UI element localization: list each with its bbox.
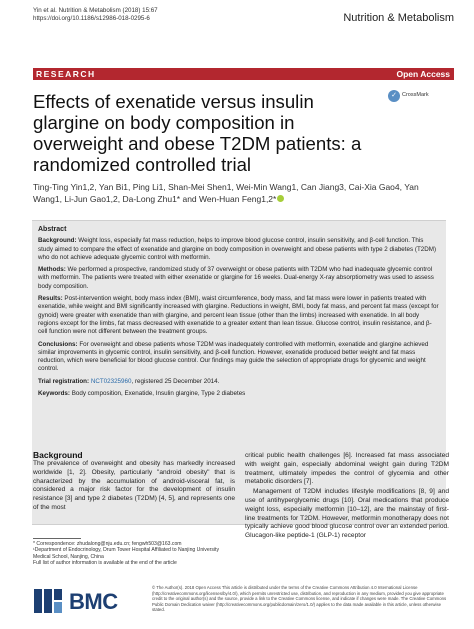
- orcid-icon[interactable]: [277, 195, 284, 202]
- body-column-right: [245, 452, 449, 542]
- body-paragraph: Management of T2DM includes lifestyle modifications [8, 9] and use of antihyperglycemic drugs [10]. Oral medications that produce weight loss, especially metformin [10–12], are the mainstay of first-line treatments for T2DM. However, metformin monotherapy does not typically achieve good blood glucose control over an extended period. Glucagon-like peptide-1 (GLP-1) receptor: [245, 488, 449, 540]
- abstract-text: Weight loss, especially fat mass reduction, helps to improve blood glucose control, insulin sensitivity, and β-cell function. This study aimed to compare the effect of exenatide and glargine on body composition in overweight and obese patients with type 2 diabetes (T2DM) who do not achieve adequate glycemic control with metformin.: [38, 237, 437, 261]
- abstract-heading: Abstract: [38, 226, 67, 233]
- crossmark-label: CrossMark: [402, 92, 429, 98]
- doi-link[interactable]: https://doi.org/10.1186/s12986-018-0295-6: [33, 15, 150, 22]
- article-type-banner: [33, 68, 454, 80]
- trial-link[interactable]: NCT02325960: [90, 377, 132, 385]
- section-heading: Background: [33, 450, 83, 460]
- footnote: [33, 541, 233, 566]
- citation: [33, 7, 158, 23]
- abstract-text: We performed a prospective, randomized study of 37 overweight or obese patients with T2DM who had inadequate glycemic control with metformin. The patients were treated with either exenatide or glargine for 16 weeks. Dual-energy X-ray absorptiometry was used to assess body composition.: [38, 266, 434, 290]
- abstract-trial-registration: [38, 378, 440, 386]
- affiliation-line: ¹Department of Endocrinology, Drum Tower Hospital Affiliated to Nanjing University Medical School, Nanjing, China: [33, 547, 220, 560]
- crossmark-badge[interactable]: [388, 90, 446, 104]
- article-type-label: RESEARCH: [36, 69, 96, 79]
- abstract-label: Methods:: [38, 266, 66, 274]
- body-column-left: [33, 460, 235, 514]
- bmc-logo: [33, 587, 133, 615]
- abstract-results: [38, 295, 440, 336]
- body-paragraph: The prevalence of overweight and obesity has markedly increased worldwide [1, 2]. Obesity, particularly "android obesity" that is characterized by the accumulation of android-visceral fat, is considered a major risk factor for the development of insulin resistance [3] and type 2 diabetes (T2DM) [4, 5], and represents one of the most: [33, 460, 235, 511]
- crossmark-icon: ✓: [388, 90, 400, 102]
- footnote-divider: [33, 538, 81, 539]
- author-list: [33, 182, 448, 205]
- license-text: © The Author(s). 2018 Open Access This article is distributed under the terms of the Creative Commons Attribution 4.0 International License (http://creativecommons.org/licenses/by/4.0/), which permits unrestricted use, distribution, and reproduction in any medium, provided you give appropriate credit to the original author(s) and the source, provide a link to the Creative Commons license, and indicate if changes were made. The Creative Commons Public Domain Dedication waiver (http://creativecommons.org/publicdomain/zero/1.0/) applies to the data made available in this article, unless otherwise stated.: [152, 585, 447, 612]
- abstract-label: Results:: [38, 295, 63, 303]
- body-paragraph: critical public health challenges [6]. Increased fat mass associated with weight gain, especially abdominal weight gain during T2DM treatment, ultimately impedes the control of glycemia and other metabolic disorders [7].: [245, 452, 449, 486]
- open-access-label: Open Access: [396, 69, 450, 79]
- abstract-label: Background:: [38, 237, 77, 245]
- abstract-label: Keywords:: [38, 390, 70, 398]
- abstract-text: For overweight and obese patients whose T2DM was inadequately controlled with metformin, exenatide and glargine achieved similar improvements in glycemic control, insulin sensitivity, and β-cell function. However, exenatide produced better weight and fat mass reduction, which were beneficial for blood glucose control. Our findings may guide the selection of appropriate drugs for glycemic and weight control.: [38, 340, 429, 373]
- correspondence-line: * Correspondence: zhudalong@nju.edu.cn; fengwh503@163.com: [33, 541, 182, 547]
- journal-name: Nutrition & Metabolism: [343, 12, 454, 24]
- abstract-label: Conclusions:: [38, 340, 78, 348]
- bmc-logo-text: BMC: [69, 589, 118, 614]
- abstract-text: Post-intervention weight, body mass index (BMI), waist circumference, body mass, and fat mass were lower in patients treated with exenatide, while weight and BMI significantly increased with glargine. Reductions in weight, BMI, body fat mass, and percent fat mass (except for gynoid) were greater with exenatide than with glargine, and percent lean tissue (other than the limbs) increased with exenatide. In all body regions except for the limbs, fat mass decreased with exenatide to a greater extent than lean tissue. Glucose control, insulin resistance, and β-cell function were not different between the treatment groups.: [38, 295, 439, 336]
- abstract-conclusions: [38, 341, 440, 374]
- abstract-text: , registered 25 December 2014.: [131, 377, 220, 385]
- bmc-logo-icon: [33, 587, 63, 615]
- author-info-note: Full list of author information is available at the end of the article: [33, 559, 177, 566]
- abstract-methods: [38, 266, 440, 291]
- abstract-keywords: [38, 390, 440, 398]
- article-title: Effects of exenatide versus insulin glargine on body composition in overweight and obese T2DM patients: a randomized controlled trial: [33, 91, 362, 175]
- authors-text: Ting-Ting Yin1,2, Yan Bi1, Ping Li1, Shan-Mei Shen1, Wei-Min Wang1, Can Jiang3, Cai-Xia Gao4, Yan Wang1, Li-Jun Gao1,2, Da-Long Zhu1* and Wen-Huan Feng1,2*: [33, 182, 419, 204]
- abstract-label: Trial registration:: [38, 377, 90, 385]
- abstract-text: Body composition, Exenatide, Insulin glargine, Type 2 diabetes: [71, 390, 246, 398]
- abstract-background: [38, 237, 440, 262]
- citation-line: Yin et al. Nutrition & Metabolism (2018) 15:67: [33, 7, 158, 14]
